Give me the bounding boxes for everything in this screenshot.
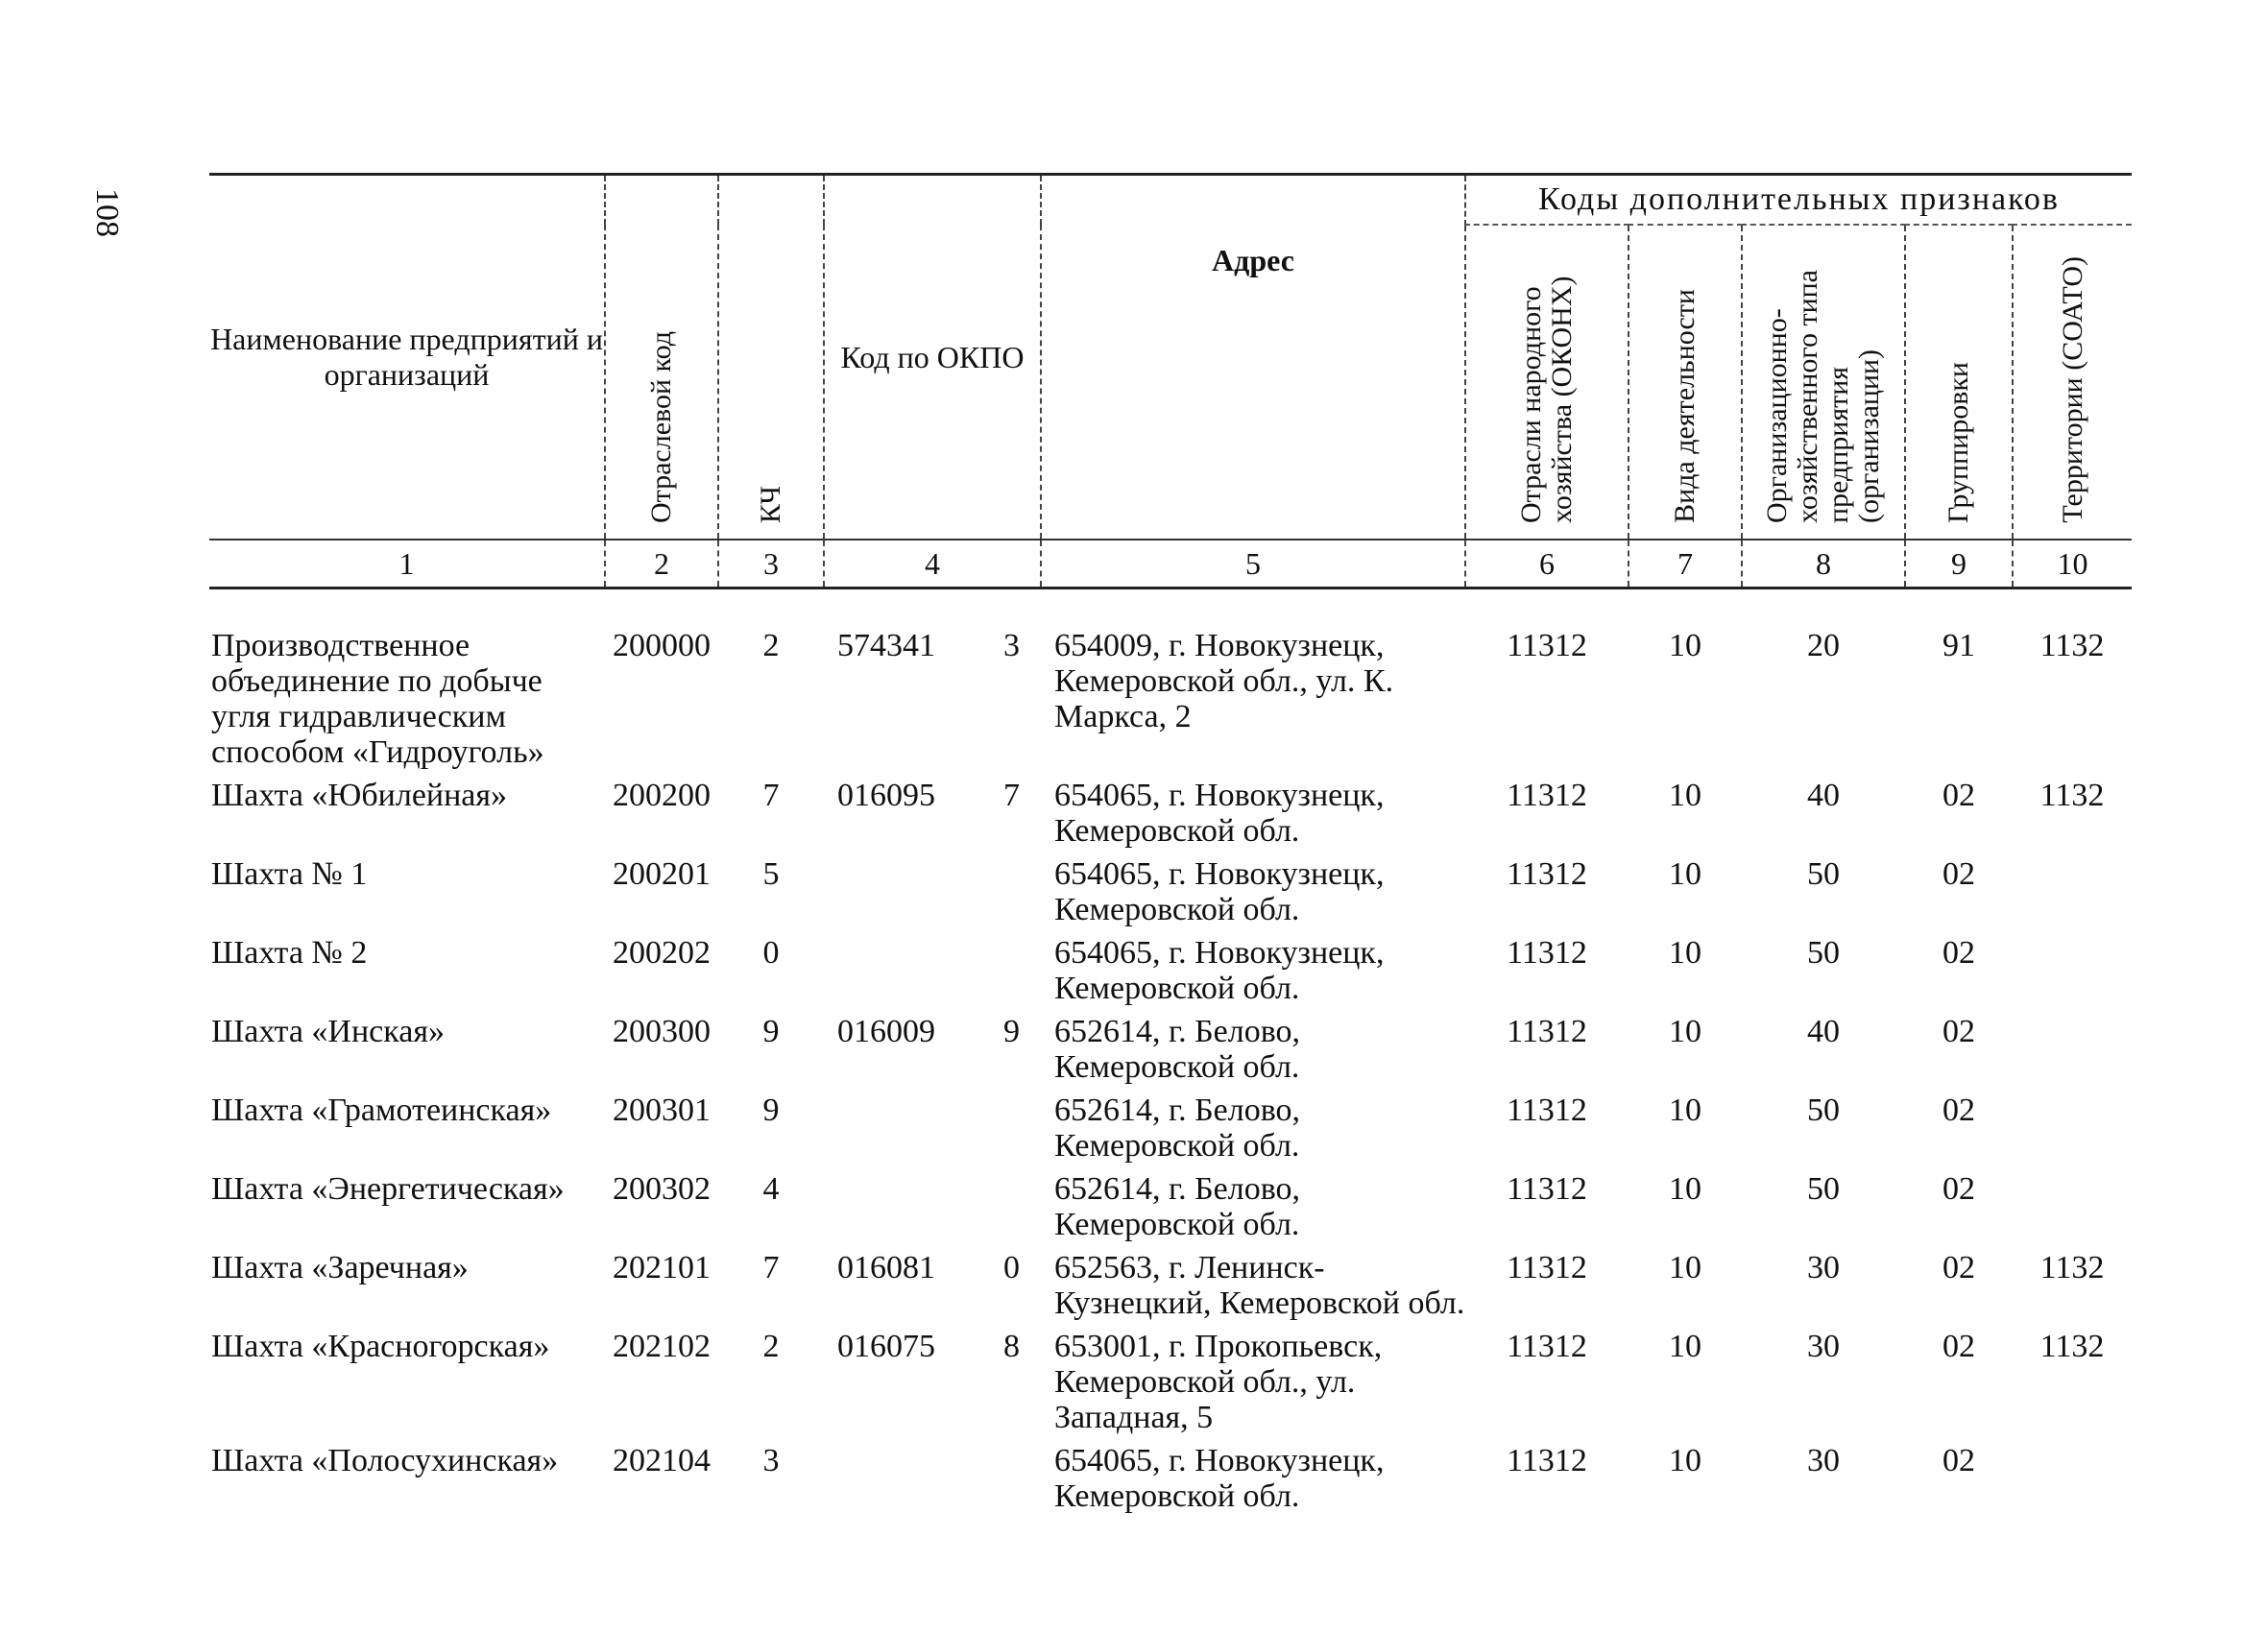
enterprise-codes-table <box>209 173 2132 1522</box>
okonh-code: 11312 <box>1507 1250 1587 1285</box>
activity-code: 10 <box>1669 935 1701 971</box>
grouping-code: 02 <box>1942 1443 1975 1478</box>
kch-value: 4 <box>762 1171 780 1207</box>
branch-code: 202104 <box>613 1443 711 1478</box>
okpo-check-digit: 0 <box>1003 1250 1020 1285</box>
kch-value: 2 <box>762 1329 780 1364</box>
table-row <box>209 856 2132 935</box>
branch-code: 200202 <box>613 935 711 971</box>
enterprise-name: Шахта № 1 <box>211 856 368 892</box>
grouping-code: 02 <box>1942 935 1975 971</box>
column-number: 4 <box>824 540 1041 588</box>
page-number: 108 <box>89 188 125 237</box>
org-type-code: 30 <box>1807 1250 1840 1285</box>
grouping-code: 02 <box>1942 778 1975 813</box>
address: 654065, г. Новокузнецк, Кемеровской обл. <box>1054 1443 1385 1514</box>
table-row <box>209 1014 2132 1093</box>
soato-code <box>2013 856 2132 935</box>
grouping-code: 02 <box>1942 856 1975 892</box>
kch-value: 5 <box>762 856 780 892</box>
soato-code <box>2013 1014 2132 1093</box>
activity-code: 10 <box>1669 628 1701 663</box>
org-type-code: 50 <box>1807 856 1840 892</box>
column-number: 3 <box>718 540 824 588</box>
header-org-type: Организационно-хозяйственного типа предприятия (организации) <box>1742 225 1905 540</box>
okonh-code: 11312 <box>1507 1443 1587 1478</box>
address: 654009, г. Новокузнецк, Кемеровской обл., ул. К. Маркса, 2 <box>1054 628 1394 734</box>
branch-code: 202101 <box>613 1250 711 1285</box>
enterprise-name: Шахта «Энергетическая» <box>211 1171 565 1207</box>
okpo-cell <box>824 935 1041 1014</box>
grouping-code: 02 <box>1942 1171 1975 1207</box>
header-kch: КЧ <box>718 175 824 540</box>
okonh-code: 11312 <box>1507 628 1587 663</box>
column-number: 2 <box>605 540 718 588</box>
header-okonh: Отрасли народного хозяйства (ОКОНХ) <box>1465 225 1629 540</box>
activity-code: 10 <box>1669 1443 1701 1478</box>
org-type-code: 30 <box>1807 1443 1840 1478</box>
soato-code <box>2013 1443 2132 1522</box>
header-name: Наименование предприятий и организаций <box>209 175 605 540</box>
okpo-cell <box>824 1093 1041 1171</box>
address: 654065, г. Новокузнецк, Кемеровской обл. <box>1054 935 1385 1006</box>
okonh-code: 11312 <box>1507 778 1587 813</box>
enterprise-name: Шахта «Заречная» <box>211 1250 469 1285</box>
okonh-code: 11312 <box>1507 856 1587 892</box>
okpo-code: 016081 <box>837 1250 935 1285</box>
okpo-cell <box>824 1443 1041 1522</box>
okpo-cell <box>824 588 1041 779</box>
soato-code <box>2013 1171 2132 1250</box>
soato-code: 1132 <box>2039 1329 2105 1364</box>
table-row <box>209 778 2132 856</box>
column-number: 5 <box>1041 540 1465 588</box>
soato-code: 1132 <box>2039 1250 2105 1285</box>
enterprise-name: Шахта «Красногорская» <box>211 1329 550 1364</box>
enterprise-name: Шахта «Инская» <box>211 1014 445 1049</box>
org-type-code: 40 <box>1807 778 1840 813</box>
column-number-row <box>209 540 2132 588</box>
okonh-code: 11312 <box>1507 1014 1587 1049</box>
branch-code: 202102 <box>613 1329 711 1364</box>
address: 652614, г. Белово, Кемеровской обл. <box>1054 1171 1301 1242</box>
okpo-cell <box>824 1250 1041 1329</box>
grouping-code: 02 <box>1942 1329 1975 1364</box>
header-branch-code: Отраслевой код <box>605 175 718 540</box>
kch-value: 9 <box>762 1093 780 1128</box>
org-type-code: 50 <box>1807 1093 1840 1128</box>
branch-code: 200301 <box>613 1093 711 1128</box>
table-body <box>209 588 2132 1523</box>
branch-code: 200201 <box>613 856 711 892</box>
soato-code <box>2013 1093 2132 1171</box>
kch-value: 7 <box>762 1250 780 1285</box>
table-row <box>209 935 2132 1014</box>
column-number: 7 <box>1629 540 1742 588</box>
grouping-code: 02 <box>1942 1250 1975 1285</box>
enterprise-name: Шахта «Грамотеинская» <box>211 1093 552 1128</box>
activity-code: 10 <box>1669 1093 1701 1128</box>
column-number: 8 <box>1742 540 1905 588</box>
okpo-cell <box>824 778 1041 856</box>
org-type-code: 20 <box>1807 628 1840 663</box>
column-number: 10 <box>2013 540 2132 588</box>
okpo-cell <box>824 1014 1041 1093</box>
address: 654065, г. Новокузнецк, Кемеровской обл. <box>1054 856 1385 927</box>
table-row <box>209 1171 2132 1250</box>
table-row <box>209 588 2132 779</box>
okpo-code: 016075 <box>837 1329 935 1364</box>
header-soato: Территории (СОАТО) <box>2013 225 2132 540</box>
okpo-check-digit: 7 <box>1003 778 1020 813</box>
soato-code <box>2013 935 2132 1014</box>
org-type-code: 30 <box>1807 1329 1840 1364</box>
branch-code: 200200 <box>613 778 711 813</box>
okpo-code: 016009 <box>837 1014 935 1049</box>
header-okpo: Код по ОКПО <box>824 175 1041 540</box>
soato-code: 1132 <box>2039 778 2105 813</box>
activity-code: 10 <box>1669 856 1701 892</box>
activity-code: 10 <box>1669 778 1701 813</box>
header-activity: Вида деятельности <box>1629 225 1742 540</box>
activity-code: 10 <box>1669 1014 1701 1049</box>
header-address: Адрес <box>1041 175 1465 540</box>
kch-value: 9 <box>762 1014 780 1049</box>
activity-code: 10 <box>1669 1329 1701 1364</box>
address: 652614, г. Белово, Кемеровской обл. <box>1054 1093 1301 1164</box>
address: 654065, г. Новокузнецк, Кемеровской обл. <box>1054 778 1385 849</box>
branch-code: 200000 <box>613 628 711 663</box>
enterprise-name: Шахта «Полосухинская» <box>211 1443 559 1478</box>
activity-code: 10 <box>1669 1250 1701 1285</box>
enterprise-name: Шахта «Юбилейная» <box>211 778 508 813</box>
activity-code: 10 <box>1669 1171 1701 1207</box>
table-row <box>209 1329 2132 1443</box>
table-row <box>209 1250 2132 1329</box>
address: 652614, г. Белово, Кемеровской обл. <box>1054 1014 1301 1085</box>
enterprise-name: Производственное объединение по добыче угля гидравлическим способом «Гидроуголь» <box>211 628 544 770</box>
address: 652563, г. Ленинск-Кузнецкий, Кемеровской обл. <box>1054 1250 1465 1321</box>
branch-code: 200302 <box>613 1171 711 1207</box>
grouping-code: 02 <box>1942 1093 1975 1128</box>
okpo-check-digit: 9 <box>1003 1014 1020 1049</box>
enterprise-name: Шахта № 2 <box>211 935 368 971</box>
org-type-code: 50 <box>1807 935 1840 971</box>
okonh-code: 11312 <box>1507 1329 1587 1364</box>
table-row <box>209 1093 2132 1171</box>
okpo-code: 016095 <box>837 778 935 813</box>
okpo-check-digit: 8 <box>1003 1329 1020 1364</box>
grouping-code: 91 <box>1942 628 1975 663</box>
okpo-cell <box>824 1171 1041 1250</box>
okpo-cell <box>824 856 1041 935</box>
soato-code: 1132 <box>2039 628 2105 663</box>
table-row <box>209 1443 2132 1522</box>
okonh-code: 11312 <box>1507 1093 1587 1128</box>
kch-value: 0 <box>762 935 780 971</box>
okpo-cell <box>824 1329 1041 1443</box>
address: 653001, г. Прокопьевск, Кемеровской обл., ул. Западная, 5 <box>1054 1329 1383 1435</box>
kch-value: 7 <box>762 778 780 813</box>
okpo-check-digit: 3 <box>1003 628 1020 663</box>
column-number: 9 <box>1905 540 2013 588</box>
okonh-code: 11312 <box>1507 1171 1587 1207</box>
okpo-code: 574341 <box>837 628 935 663</box>
column-number: 1 <box>209 540 605 588</box>
kch-value: 2 <box>762 628 780 663</box>
org-type-code: 40 <box>1807 1014 1840 1049</box>
header-grouping: Группировки <box>1905 225 2013 540</box>
branch-code: 200300 <box>613 1014 711 1049</box>
kch-value: 3 <box>762 1443 780 1478</box>
okonh-code: 11312 <box>1507 935 1587 971</box>
org-type-code: 50 <box>1807 1171 1840 1207</box>
header-additional-codes: Коды дополнительных признаков <box>1465 175 2132 226</box>
column-number: 6 <box>1465 540 1629 588</box>
grouping-code: 02 <box>1942 1014 1975 1049</box>
